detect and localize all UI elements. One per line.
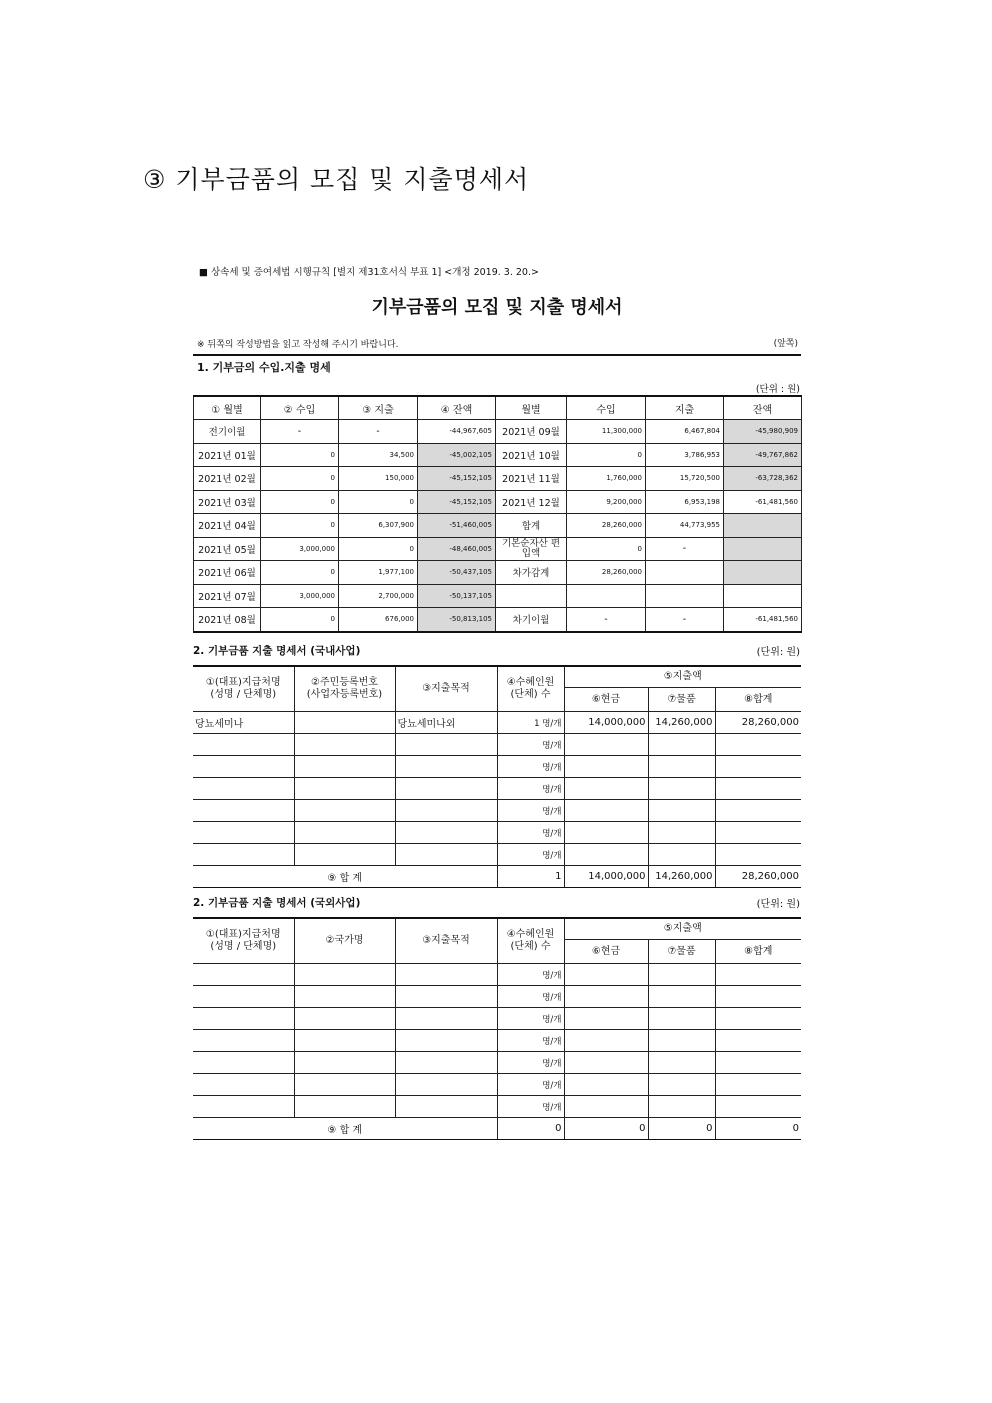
table-cell: 44,773,955: [646, 514, 724, 538]
table-cell: [715, 1052, 801, 1074]
table-cell: [715, 964, 801, 986]
table-cell: [294, 844, 395, 866]
sum-cell: 1: [497, 866, 564, 888]
table-cell: [564, 756, 648, 778]
table-cell: 1,977,100: [339, 561, 418, 585]
column-header: ①(대표)지급처명 (성명 / 단체명): [193, 918, 294, 964]
table-cell: [193, 964, 294, 986]
table-cell: 2021년 01월: [194, 443, 261, 467]
table-cell: -61,481,560: [724, 490, 802, 514]
table-cell: 합계: [496, 514, 567, 538]
sum-label: ⑨ 합 계: [193, 1118, 497, 1140]
column-header: 수입: [567, 396, 646, 420]
table-cell: -: [339, 420, 418, 444]
table-cell: [294, 1096, 395, 1118]
table-cell: 2021년 07월: [194, 584, 261, 608]
table-cell: [567, 584, 646, 608]
table-cell: 명/개: [497, 800, 564, 822]
table-row: [194, 584, 802, 608]
table-cell: -: [646, 537, 724, 561]
table-cell: 0: [261, 443, 339, 467]
column-header: ① 월별: [194, 396, 261, 420]
table-cell: [395, 822, 497, 844]
table-cell: [724, 584, 802, 608]
table-cell: [564, 734, 648, 756]
table-cell: [564, 986, 648, 1008]
table-cell: [715, 778, 801, 800]
table-cell: [294, 964, 395, 986]
section1-unit: (단위 : 원): [755, 384, 800, 395]
table-row: [193, 1096, 801, 1118]
column-header: ⑦물품: [648, 940, 715, 964]
table-cell: [724, 561, 802, 585]
table-cell: [715, 986, 801, 1008]
table-cell: [395, 986, 497, 1008]
table-cell: [193, 822, 294, 844]
table-cell: [294, 712, 395, 734]
sum-cell: 0: [564, 1118, 648, 1140]
table-row: [194, 514, 802, 538]
table-row: [193, 964, 801, 986]
table-cell: -45,002,105: [418, 443, 496, 467]
column-header: ②국가명: [294, 918, 395, 964]
table-cell: [395, 844, 497, 866]
page-side-label: (앞쪽): [773, 339, 798, 349]
form-title: 기부금품의 모집 및 지출 명세서: [371, 297, 623, 318]
table-cell: [564, 1008, 648, 1030]
table-cell: [395, 1008, 497, 1030]
table-cell: 3,000,000: [261, 584, 339, 608]
table-cell: [648, 1008, 715, 1030]
table-cell: [648, 800, 715, 822]
table-cell: [294, 756, 395, 778]
table-cell: [294, 1030, 395, 1052]
table-cell: [648, 844, 715, 866]
table-cell: 28,260,000: [715, 712, 801, 734]
table-cell: -: [646, 608, 724, 632]
table-row: [194, 561, 802, 585]
table-cell: 0: [567, 537, 646, 561]
column-header: ⑥현금: [564, 940, 648, 964]
column-header: 월별: [496, 396, 567, 420]
table-cell: 전기이월: [194, 420, 261, 444]
table-cell: 0: [261, 608, 339, 632]
table-cell: 0: [261, 561, 339, 585]
table-cell: [715, 1030, 801, 1052]
table-cell: [193, 778, 294, 800]
table-cell: [395, 756, 497, 778]
table-row: [194, 420, 802, 444]
sum-cell: 0: [648, 1118, 715, 1140]
table-cell: 6,953,198: [646, 490, 724, 514]
table-cell: [724, 514, 802, 538]
table-cell: 명/개: [497, 844, 564, 866]
table-cell: 0: [339, 490, 418, 514]
table-cell: 2,700,000: [339, 584, 418, 608]
table-cell: [496, 584, 567, 608]
table-cell: [193, 756, 294, 778]
column-header: ②주민등록번호 (사업자등록번호): [294, 666, 395, 712]
table-cell: -50,813,105: [418, 608, 496, 632]
table-row: [193, 986, 801, 1008]
table-cell: [564, 822, 648, 844]
table-cell: -: [261, 420, 339, 444]
table-cell: [395, 778, 497, 800]
table-cell: 명/개: [497, 778, 564, 800]
table-row: [194, 443, 802, 467]
table-cell: 명/개: [497, 1096, 564, 1118]
table-cell: [395, 964, 497, 986]
table-cell: [395, 734, 497, 756]
table-cell: -48,460,005: [418, 537, 496, 561]
table-cell: 차가감계: [496, 561, 567, 585]
table-cell: [193, 800, 294, 822]
table-cell: [564, 1052, 648, 1074]
table-cell: 2021년 09월: [496, 420, 567, 444]
table-cell: 2021년 06월: [194, 561, 261, 585]
column-header: ④수혜인원 (단체) 수: [497, 666, 564, 712]
table-cell: [648, 822, 715, 844]
column-header: ③지출목적: [395, 666, 497, 712]
table-cell: 2021년 11월: [496, 467, 567, 491]
table-cell: 28,260,000: [567, 514, 646, 538]
table-cell: [193, 986, 294, 1008]
table-cell: 6,307,900: [339, 514, 418, 538]
table-cell: 34,500: [339, 443, 418, 467]
table-cell: 14,260,000: [648, 712, 715, 734]
table-cell: [648, 1096, 715, 1118]
table-cell: [646, 561, 724, 585]
table-cell: 명/개: [497, 1008, 564, 1030]
column-header: ⑧합계: [715, 688, 801, 712]
table-cell: [648, 986, 715, 1008]
table-cell: 명/개: [497, 1074, 564, 1096]
overseas-expense-table: [193, 917, 801, 1140]
table-cell: 1 명/개: [497, 712, 564, 734]
form-basis: ■ 상속세 및 증여세법 시행규칙 [별지 제31호서식 부표 1] <개정 2019. 3. 20.>: [199, 267, 539, 278]
table-cell: [648, 734, 715, 756]
sum-row: [193, 1118, 801, 1140]
table-header-row: [193, 666, 801, 688]
table-cell: [294, 1052, 395, 1074]
table-cell: [294, 1008, 395, 1030]
table-cell: -51,460,005: [418, 514, 496, 538]
table-cell: [715, 1074, 801, 1096]
table-cell: 2021년 12월: [496, 490, 567, 514]
sum-cell: 14,260,000: [648, 866, 715, 888]
table-cell: 0: [567, 443, 646, 467]
table-cell: 명/개: [497, 756, 564, 778]
table-cell: [564, 778, 648, 800]
column-header: ③지출목적: [395, 918, 497, 964]
table-cell: 2021년 04월: [194, 514, 261, 538]
table-cell: 0: [261, 514, 339, 538]
table-cell: -50,437,105: [418, 561, 496, 585]
table-cell: [193, 1052, 294, 1074]
table-cell: 기본순자산 편입액: [496, 537, 567, 561]
table-cell: 2021년 05월: [194, 537, 261, 561]
column-header: ④수혜인원 (단체) 수: [497, 918, 564, 964]
table-cell: [294, 800, 395, 822]
column-header: ⑥현금: [564, 688, 648, 712]
table-cell: 0: [339, 537, 418, 561]
table-cell: [193, 734, 294, 756]
table-cell: 150,000: [339, 467, 418, 491]
table-cell: 명/개: [497, 822, 564, 844]
table-cell: [564, 800, 648, 822]
section3-title: 2. 기부금품 지출 명세서 (국외사업): [193, 897, 361, 909]
column-header: ② 수입: [261, 396, 339, 420]
sum-cell: 0: [497, 1118, 564, 1140]
table-cell: [715, 1008, 801, 1030]
table-cell: [648, 756, 715, 778]
column-header: ⑤지출액: [564, 918, 801, 940]
column-header: ⑤지출액: [564, 666, 801, 688]
table-cell: [294, 778, 395, 800]
table-cell: 14,000,000: [564, 712, 648, 734]
table-row: [193, 734, 801, 756]
sum-cell: 0: [715, 1118, 801, 1140]
table-cell: 2021년 03월: [194, 490, 261, 514]
table-row: [193, 1074, 801, 1096]
table-cell: 3,000,000: [261, 537, 339, 561]
table-cell: [715, 734, 801, 756]
table-cell: 명/개: [497, 964, 564, 986]
table-row: [193, 1008, 801, 1030]
table-header-row: [193, 918, 801, 940]
table-cell: 28,260,000: [567, 561, 646, 585]
table-row: [193, 1052, 801, 1074]
table-cell: [193, 1008, 294, 1030]
section2-unit: (단위: 원): [756, 647, 800, 658]
table-row: [193, 712, 801, 734]
table-cell: [646, 584, 724, 608]
table-cell: -50,137,105: [418, 584, 496, 608]
section2-title: 2. 기부금품 지출 명세서 (국내사업): [193, 645, 361, 657]
column-header: ④ 잔액: [418, 396, 496, 420]
income-expense-table: [193, 395, 802, 633]
table-row: [193, 1030, 801, 1052]
column-header: 잔액: [724, 396, 802, 420]
table-cell: 2021년 10월: [496, 443, 567, 467]
table-cell: 1,760,000: [567, 467, 646, 491]
table-header-row: [194, 396, 802, 420]
table-cell: [193, 844, 294, 866]
table-cell: [715, 800, 801, 822]
table-row: [193, 800, 801, 822]
table-cell: 3,786,953: [646, 443, 724, 467]
table-row: [193, 756, 801, 778]
table-cell: -44,967,605: [418, 420, 496, 444]
table-cell: -63,728,362: [724, 467, 802, 491]
table-row: [194, 467, 802, 491]
table-cell: 0: [261, 490, 339, 514]
table-cell: [193, 1030, 294, 1052]
table-cell: 2021년 02월: [194, 467, 261, 491]
table-cell: [648, 964, 715, 986]
domestic-expense-table: [193, 665, 801, 888]
table-cell: -: [567, 608, 646, 632]
page-heading: ③ 기부금품의 모집 및 지출명세서: [143, 165, 530, 194]
table-row: [194, 608, 802, 632]
column-header: ⑧합계: [715, 940, 801, 964]
table-cell: [648, 1074, 715, 1096]
table-cell: 명/개: [497, 986, 564, 1008]
table-row: [193, 778, 801, 800]
table-cell: 명/개: [497, 1030, 564, 1052]
column-header: ③ 지출: [339, 396, 418, 420]
table-cell: [294, 1074, 395, 1096]
table-cell: [715, 1096, 801, 1118]
table-cell: -49,767,862: [724, 443, 802, 467]
table-cell: [648, 778, 715, 800]
table-cell: [564, 964, 648, 986]
table-cell: [564, 1030, 648, 1052]
table-cell: 11,300,000: [567, 420, 646, 444]
column-header: ⑦물품: [648, 688, 715, 712]
table-cell: 0: [261, 467, 339, 491]
table-cell: 676,000: [339, 608, 418, 632]
table-cell: 6,467,804: [646, 420, 724, 444]
table-cell: -45,152,105: [418, 490, 496, 514]
table-cell: -45,980,909: [724, 420, 802, 444]
table-cell: [564, 1096, 648, 1118]
table-cell: [564, 844, 648, 866]
table-cell: [564, 1074, 648, 1096]
form-note: ※ 뒤쪽의 작성방법을 읽고 작성해 주시기 바랍니다.: [197, 340, 399, 350]
column-header: ①(대표)지급처명 (성명 / 단체명): [193, 666, 294, 712]
table-cell: -61,481,560: [724, 608, 802, 632]
table-cell: [395, 800, 497, 822]
table-cell: 명/개: [497, 1052, 564, 1074]
table-cell: [193, 1096, 294, 1118]
table-cell: [724, 537, 802, 561]
table-row: [193, 822, 801, 844]
column-header: 지출: [646, 396, 724, 420]
table-cell: [193, 1074, 294, 1096]
table-row: [194, 490, 802, 514]
table-row: [193, 844, 801, 866]
section3-unit: (단위: 원): [756, 899, 800, 910]
section1-title: 1. 기부금의 수입.지출 명세: [197, 361, 331, 374]
table-cell: 명/개: [497, 734, 564, 756]
table-cell: 당뇨세미나: [193, 712, 294, 734]
sum-cell: 14,000,000: [564, 866, 648, 888]
table-cell: [395, 1074, 497, 1096]
table-cell: [294, 986, 395, 1008]
table-cell: 당뇨세미나외: [395, 712, 497, 734]
table-row: [194, 537, 802, 561]
table-cell: 9,200,000: [567, 490, 646, 514]
table-cell: 15,720,500: [646, 467, 724, 491]
table-cell: [395, 1030, 497, 1052]
table-cell: [294, 822, 395, 844]
sum-row: [193, 866, 801, 888]
table-cell: 차기이월: [496, 608, 567, 632]
title-rule: [193, 354, 801, 356]
sum-cell: 28,260,000: [715, 866, 801, 888]
table-cell: -45,152,105: [418, 467, 496, 491]
table-cell: [715, 844, 801, 866]
table-cell: [395, 1096, 497, 1118]
table-cell: [715, 756, 801, 778]
table-cell: 2021년 08월: [194, 608, 261, 632]
table-cell: [648, 1030, 715, 1052]
table-cell: [395, 1052, 497, 1074]
table-cell: [648, 1052, 715, 1074]
table-cell: [715, 822, 801, 844]
table-cell: [294, 734, 395, 756]
sum-label: ⑨ 합 계: [193, 866, 497, 888]
